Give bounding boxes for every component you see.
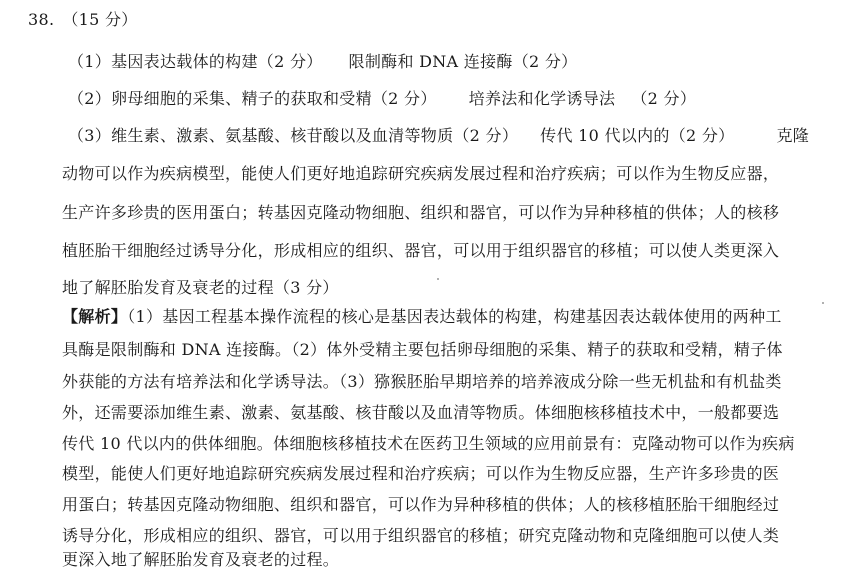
scan-speck <box>822 302 824 304</box>
answer-2-text-b: 培养法和化学诱导法 <box>468 89 616 108</box>
answer-3-text-c: 克隆 <box>776 126 810 145</box>
answer-3-line-2: 动物可以作为疾病模型，能使人们更好地追踪研究疾病发展过程和治疗疾病；可以作为生物反应器， <box>62 164 780 183</box>
explanation-label: 【解析】 <box>62 307 128 326</box>
answer-1-text-b: 限制酶和 DNA 连接酶（2 分） <box>348 52 578 71</box>
answer-2-text-a: （2）卵母细胞的采集、精子的获取和受精（2 分） <box>68 89 437 108</box>
explanation-line-4: 外，还需要添加维生素、激素、氨基酸、核苷酸以及血清等物质。体细胞核移植技术中，一般都要选 <box>62 403 780 422</box>
answer-part-1 <box>68 52 577 72</box>
answer-3-line-3: 生产许多珍贵的医用蛋白；转基因克隆动物细胞、组织和器官，可以作为异种移植的供体；人的核移 <box>62 203 780 222</box>
question-number: 38. <box>28 10 55 29</box>
explanation-line-6: 模型，能使人们更好地追踪研究疾病发展过程和治疗疾病；可以作为生物反应器，生产许多珍贵的医 <box>62 464 780 483</box>
explanation-line-7: 用蛋白；转基因克隆动物细胞、组织和器官，可以作为异种移植的供体；人的核移植胚胎干细胞经过 <box>62 495 780 514</box>
answer-3-text-a: （3）维生素、激素、氨基酸、核苷酸以及血清等物质（2 分） <box>68 126 519 145</box>
answer-2-text-c: （2 分） <box>631 89 697 108</box>
answer-1-text-a: （1）基因表达载体的构建（2 分） <box>68 52 323 71</box>
scan-speck <box>437 278 439 280</box>
answer-3-line-4: 植胚胎干细胞经过诱导分化，形成相应的组织、器官，可以用于组织器官的移植；可以使人类更深入 <box>62 241 780 260</box>
explanation-line-1 <box>62 307 782 327</box>
answer-3-line-5: 地了解胚胎发育及衰老的过程（3 分） <box>62 278 339 297</box>
explanation-line-8: 诱导分化，形成相应的组织、器官，可以用于组织器官的移植；研究克隆动物和克隆细胞可以使人类 <box>62 526 780 545</box>
explanation-text-1: （1）基因工程基本操作流程的核心是基因表达载体的构建，构建基因表达载体使用的两种工 <box>127 307 782 326</box>
answer-part-3 <box>68 126 809 146</box>
explanation-line-5: 传代 10 代以内的供体细胞。体细胞核移植技术在医药卫生领域的应用前景有：克隆动物可以作为疾病 <box>62 434 795 453</box>
answer-3-text-b: 传代 10 代以内的（2 分） <box>540 126 735 145</box>
explanation-line-2: 具酶是限制酶和 DNA 连接酶。（2）体外受精主要包括卵母细胞的采集、精子的获取和受精，精子体 <box>62 340 783 359</box>
question-score: （15 分） <box>62 10 138 29</box>
explanation-line-3: 外获能的方法有培养法和化学诱导法。（3）猕猴胚胎早期培养的培养液成分除一些无机盐和有机盐类 <box>62 372 782 391</box>
question-header <box>28 10 138 30</box>
answer-part-2 <box>68 89 696 109</box>
explanation-line-9: 更深入地了解胚胎发育及衰老的过程。 <box>62 550 340 569</box>
